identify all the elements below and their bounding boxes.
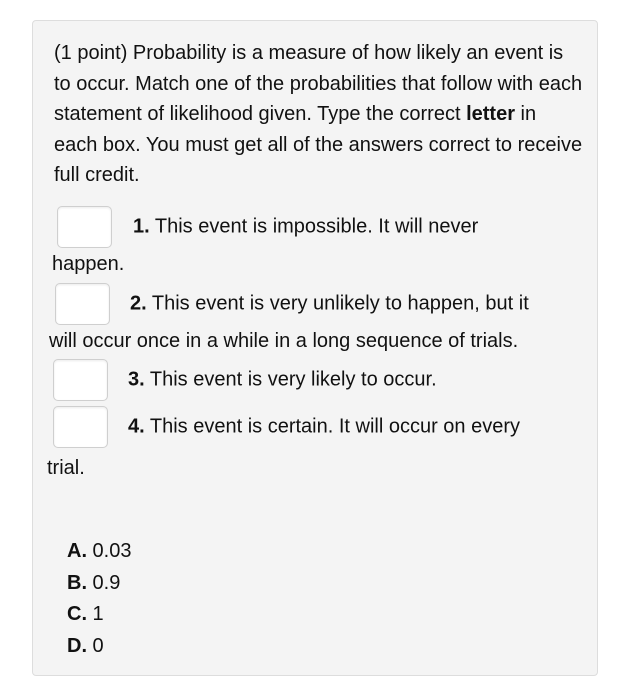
statement-1-number: 1.	[133, 215, 150, 238]
statement-1-text: This event is impossible. It will never	[149, 215, 479, 238]
answer-box-2[interactable]	[55, 283, 110, 325]
problem-instructions	[54, 38, 584, 191]
statement-2	[49, 283, 585, 361]
answer-box-4[interactable]	[53, 406, 108, 448]
option-d-value: 0	[87, 634, 104, 657]
statement-2-number: 2.	[130, 292, 147, 315]
answer-box-1[interactable]	[57, 206, 112, 248]
option-a-letter: A.	[67, 540, 87, 562]
option-a-value: 0.03	[87, 540, 132, 562]
option-c	[67, 599, 131, 631]
option-b	[67, 568, 131, 600]
option-c-letter: C.	[67, 603, 87, 625]
statement-4-number: 4.	[128, 415, 145, 438]
statement-3-number: 3.	[128, 368, 145, 391]
intro-bold-letter: letter	[466, 103, 515, 125]
statement-3-text: This event is very likely to occur.	[144, 368, 437, 391]
option-b-value: 0.9	[87, 571, 121, 594]
answer-box-3[interactable]	[53, 359, 108, 401]
problem-panel	[32, 20, 598, 676]
option-b-letter: B.	[67, 571, 87, 594]
options-list	[67, 536, 131, 662]
option-c-value: 1	[87, 603, 104, 625]
statement-4	[47, 406, 583, 488]
intro-text: (1 point) Probability is a measure of how likely an event is to occur. Match one of the probabilities that follow with each statement of likelihood given. Type the correct	[54, 42, 583, 125]
statement-3	[53, 359, 583, 401]
statement-2-text: This event is very unlikely to happen, but it	[146, 292, 529, 315]
intro-text-end: in each box. You must get all of the answers correct to receive full credit.	[54, 103, 583, 186]
statement-2-text-wrap: will occur once in a while in a long sequence of trials.	[49, 330, 519, 352]
statement-1-text-wrap: happen.	[52, 253, 125, 275]
statement-1	[52, 206, 587, 284]
option-d-letter: D.	[67, 634, 87, 657]
statement-4-text: This event is certain. It will occur on every	[144, 415, 521, 438]
option-a	[67, 536, 131, 568]
statement-4-text-wrap: trial.	[47, 457, 85, 479]
option-d	[67, 631, 131, 663]
